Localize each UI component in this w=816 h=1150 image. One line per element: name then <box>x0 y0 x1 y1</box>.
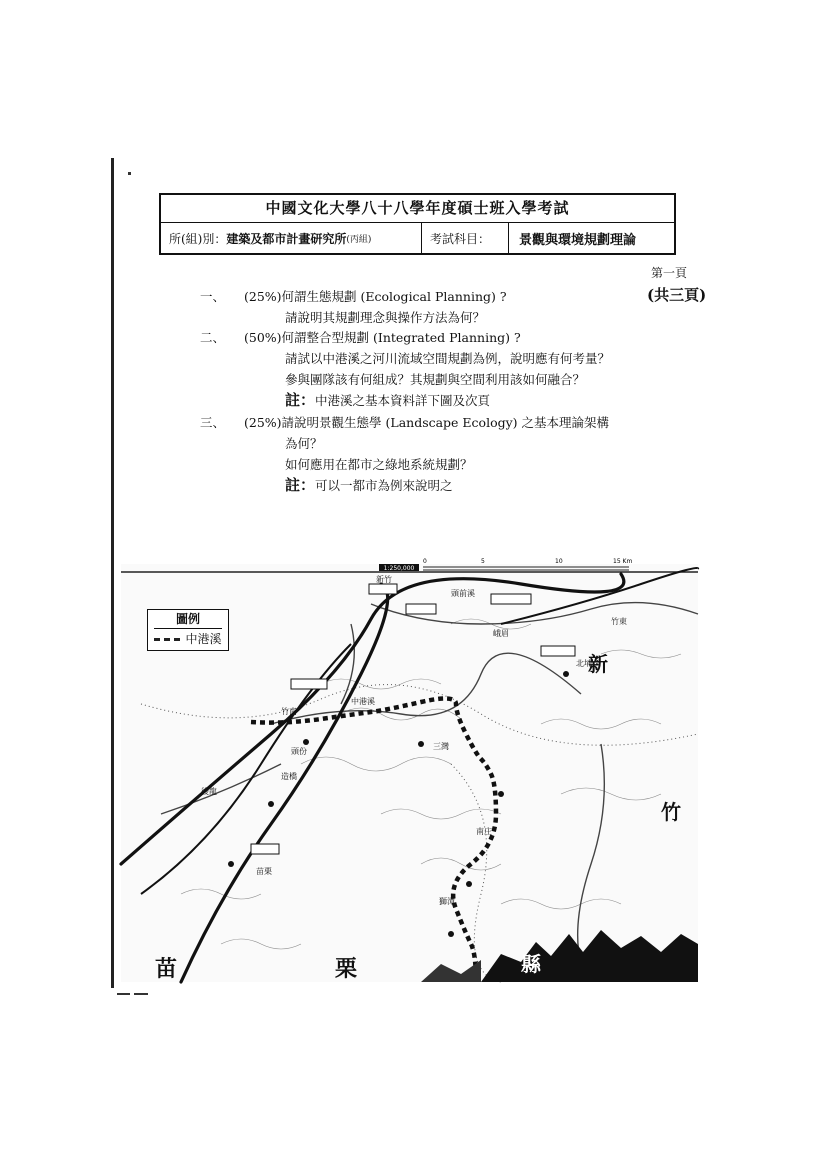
label-zhunan: 竹南 <box>281 707 297 716</box>
region-label-hsin: 新 <box>588 652 608 676</box>
question-3-note <box>285 474 453 495</box>
label-zaoqiao: 造橋 <box>281 772 297 781</box>
subject-name: 景觀與環境規劃理論 <box>519 233 637 248</box>
label-zhonggang-river: 中港溪 <box>351 697 375 706</box>
question-title: (50%)何謂整合型規劃 (Integrated Planning) ? <box>244 330 521 345</box>
exam-header-table <box>159 193 676 255</box>
label-beipu: 北埔 <box>576 659 592 668</box>
department-group: (丙組) <box>346 235 372 245</box>
label-hsinchu: 新竹 <box>376 575 392 584</box>
question-2 <box>200 328 521 346</box>
note-text: 中港溪之基本資料詳下圖及次頁 <box>315 393 491 408</box>
mountain-silhouette <box>481 930 698 982</box>
scan-mark <box>117 993 130 995</box>
question-number: 一、 <box>200 289 226 304</box>
label-touqian-river: 頭前溪 <box>451 589 475 598</box>
region-label-li: 栗 <box>335 957 358 982</box>
county-boundaries <box>141 685 698 982</box>
rivers <box>161 603 698 964</box>
label-zhudong: 竹東 <box>611 617 627 626</box>
department-name: 建築及都市計畫研究所 <box>226 232 347 246</box>
note-text: 可以一都市為例來說明之 <box>315 478 453 493</box>
scale-tick-0: 0 <box>423 558 427 565</box>
label-shitan: 獅潭 <box>439 897 455 906</box>
question-title: (25%)何謂生態規劃 (Ecological Planning) ? <box>244 289 507 304</box>
scan-page-edge <box>111 158 114 988</box>
zhonggang-river-line <box>251 698 496 982</box>
label-nanzhuang: 南庄 <box>476 827 492 836</box>
department-cell <box>161 223 422 254</box>
label-miaoli-city: 苗栗 <box>256 867 272 876</box>
scan-mark <box>134 993 148 995</box>
question-1 <box>200 287 507 305</box>
question-title: (25%)請說明景觀生態學 (Landscape Ecology) 之基本理論架構 <box>244 415 610 430</box>
dashed-line-icon <box>154 638 180 641</box>
question-3 <box>200 413 609 431</box>
exam-info-row <box>161 223 674 254</box>
question-number: 三、 <box>200 415 226 430</box>
scale-label: 1:250,000 <box>383 565 415 572</box>
question-number: 二、 <box>200 330 226 345</box>
region-label-zhu: 竹 <box>661 800 681 824</box>
town-dots <box>228 671 569 937</box>
note-mark: 註： <box>285 391 316 409</box>
question-2-line-2: 參與團隊該有何組成？其規劃與空間利用該如何融合？ <box>285 372 586 387</box>
page-number: 第一頁 <box>651 266 688 280</box>
scale-tick-10: 10 <box>555 558 563 565</box>
city-markers <box>251 584 575 854</box>
total-pages-note: (共三頁) <box>647 286 707 304</box>
scale-tick-15: 15 Km <box>613 558 633 565</box>
question-3-line-1: 為何？ <box>285 436 323 451</box>
legend-title: 圖例 <box>154 610 222 629</box>
label-sanwan: 三灣 <box>433 742 449 751</box>
question-2-note <box>285 389 490 410</box>
legend-label: 中港溪 <box>185 632 222 646</box>
map-legend <box>147 609 229 651</box>
department-prefix: 所(組)別： <box>169 232 227 246</box>
region-label-xian: 縣 <box>521 952 541 976</box>
scan-speck <box>128 172 131 175</box>
legend-row <box>148 629 228 649</box>
region-label-miao: 苗 <box>155 957 178 982</box>
zhonggang-river-map <box>121 558 698 982</box>
subject-label: 考試科目： <box>422 223 509 254</box>
question-2-line-1: 請試以中港溪之河川流域空間規劃為例，說明應有何考量？ <box>285 351 611 366</box>
label-toufen: 頭份 <box>291 747 307 756</box>
label-houlong: 後龍 <box>201 787 217 796</box>
question-1-line-1: 請說明其規劃理念與操作方法為何？ <box>285 310 486 325</box>
label-emei: 峨眉 <box>493 629 509 638</box>
scale-tick-5: 5 <box>481 558 485 565</box>
note-mark: 註： <box>285 476 316 494</box>
mountain-silhouette-2 <box>421 960 481 982</box>
question-3-line-2: 如何應用在都市之綠地系統規劃？ <box>285 457 473 472</box>
exam-title: 中國文化大學八十八學年度碩士班入學考試 <box>161 195 674 223</box>
